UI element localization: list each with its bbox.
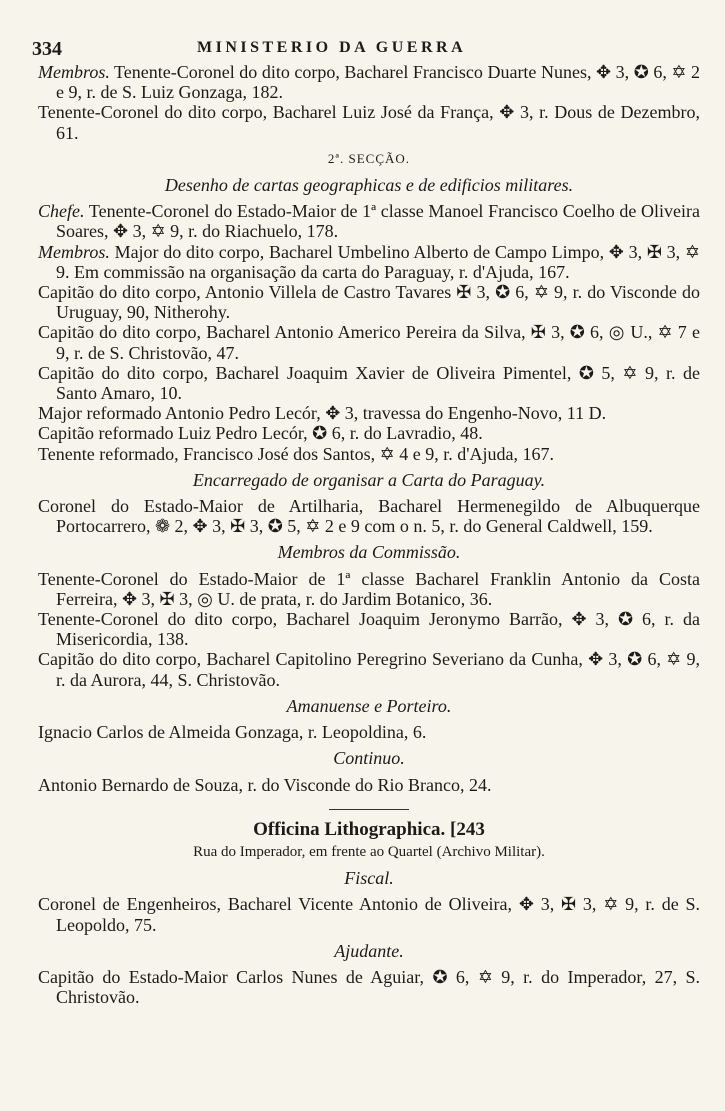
entry-text: Major do dito corpo, Bacharel Umbelino Alberto de Campo Limpo, ✥ 3, ✠ 3, ✡ 9. Em commissão na organisação da carta do Paraguay, r. d'Ajuda, 167.: [56, 241, 700, 282]
entry-text: Ignacio Carlos de Almeida Gonzaga, r. Leopoldina, 6.: [38, 722, 427, 743]
entry-role-label: Chefe.: [38, 201, 85, 222]
section-heading: Amanuense e Porteiro.: [286, 695, 452, 716]
entry-text: Capitão reformado Luiz Pedro Lecór, ✪ 6, r. do Lavradio, 48.: [38, 423, 483, 444]
entry-text: Tenente reformado, Francisco José dos Santos, ✡ 4 e 9, r. d'Ajuda, 167.: [38, 443, 554, 464]
section-heading: Fiscal.: [344, 868, 394, 889]
section-heading: Encarregado de organisar a Carta do Paraguay.: [192, 469, 546, 490]
personnel-entry: [38, 62, 700, 102]
personnel-entry: [38, 722, 700, 742]
entry-text: Tenente-Coronel do dito corpo, Bacharel Joaquim Jeronymo Barrão, ✥ 3, ✪ 6, r. da Misericordia, 138.: [38, 609, 700, 650]
section-divider: [329, 809, 409, 810]
personnel-entry: [38, 102, 700, 142]
entry-text: Tenente-Coronel do Estado-Maior de 1ª classe Bacharel Franklin Antonio da Costa Ferreira, ✥ 3, ✠ 3, ◎ U. de prata, r. do Jardim Botanico, 36.: [38, 568, 700, 609]
personnel-entry: [38, 894, 700, 934]
personnel-entry: [38, 569, 700, 609]
personnel-entry: [38, 967, 700, 1007]
entry-role-label: Membros.: [38, 62, 110, 82]
entry-text: Capitão do dito corpo, Bacharel Joaquim Xavier de Oliveira Pimentel, ✪ 5, ✡ 9, r. de Santo Amaro, 10.: [38, 362, 700, 404]
entry-text: Major reformado Antonio Pedro Lecór, ✥ 3, travessa do Engenho-Novo, 11 D.: [38, 403, 607, 424]
entry-text: Tenente-Coronel do Estado-Maior de 1ª classe Manoel Francisco Coelho de Oliveira Soares, ✥ 3, ✡ 9, r. do Riachuelo, 178.: [56, 201, 700, 242]
page-number: 334: [32, 38, 62, 60]
running-head: MINISTERIO DA GUERRA: [197, 39, 467, 56]
personnel-entry: [38, 496, 700, 536]
personnel-entry: [38, 444, 700, 464]
entry-text: Tenente-Coronel do dito corpo, Bacharel Francisco Duarte Nunes, ✥ 3, ✪ 6, ✡ 2 e 9, r. de S. Luiz Gonzaga, 182.: [56, 62, 700, 103]
office-heading: Officina Lithographica. [243: [253, 818, 485, 840]
personnel-entry: [38, 242, 700, 282]
entry-text: Capitão do dito corpo, Antonio Villela de Castro Tavares ✠ 3, ✪ 6, ✡ 9, r. do Visconde do Uruguay, 90, Nitherohy.: [38, 282, 700, 323]
document-body: [38, 62, 700, 1007]
section-heading: 2ª. SECÇÃO.: [327, 150, 411, 166]
personnel-entry: [38, 649, 700, 689]
entry-text: Capitão do dito corpo, Bacharel Antonio Americo Pereira da Silva, ✠ 3, ✪ 6, ◎ U., ✡ 7 e 9, r. de S. Christovão, 47.: [38, 322, 700, 363]
section-heading: Desenho de cartas geographicas e de edificios militares.: [164, 175, 574, 196]
personnel-entry: [38, 775, 700, 795]
section-heading: Ajudante.: [334, 940, 404, 961]
entry-text: Capitão do dito corpo, Bacharel Capitolino Peregrino Severiano da Cunha, ✥ 3, ✪ 6, ✡ 9, r. da Aurora, 44, S. Christovão.: [38, 649, 700, 690]
personnel-entry: [38, 423, 700, 443]
entry-text: Coronel de Engenheiros, Bacharel Vicente Antonio de Oliveira, ✥ 3, ✠ 3, ✡ 9, r. de S. Leopoldo, 75.: [38, 894, 700, 935]
personnel-entry: [38, 322, 700, 362]
personnel-entry: [38, 282, 700, 322]
personnel-entry: [38, 609, 700, 649]
section-heading: Membros da Commissão.: [277, 542, 461, 563]
entry-text: Tenente-Coronel do dito corpo, Bacharel Luiz José da França, ✥ 3, r. Dous de Dezembro, 61.: [38, 102, 700, 143]
page-header: [32, 38, 722, 62]
personnel-entry: [38, 403, 700, 423]
section-heading: Continuo.: [333, 748, 405, 769]
entry-role-label: Membros.: [38, 241, 110, 262]
personnel-entry: [38, 201, 700, 241]
office-address: Rua do Imperador, em frente ao Quartel (Archivo Militar).: [193, 843, 545, 860]
entry-text: Capitão do Estado-Maior Carlos Nunes de Aguiar, ✪ 6, ✡ 9, r. do Imperador, 27, S. Christovão.: [38, 966, 700, 1008]
entry-text: Coronel do Estado-Maior de Artilharia, Bacharel Hermenegildo de Albuquerque Portocarrero, ❁ 2, ✥ 3, ✠ 3, ✪ 5, ✡ 2 e 9 com o n. 5, r. do General Caldwell, 159.: [38, 496, 700, 537]
entry-text: Antonio Bernardo de Souza, r. do Visconde do Rio Branco, 24.: [38, 774, 492, 795]
personnel-entry: [38, 363, 700, 403]
